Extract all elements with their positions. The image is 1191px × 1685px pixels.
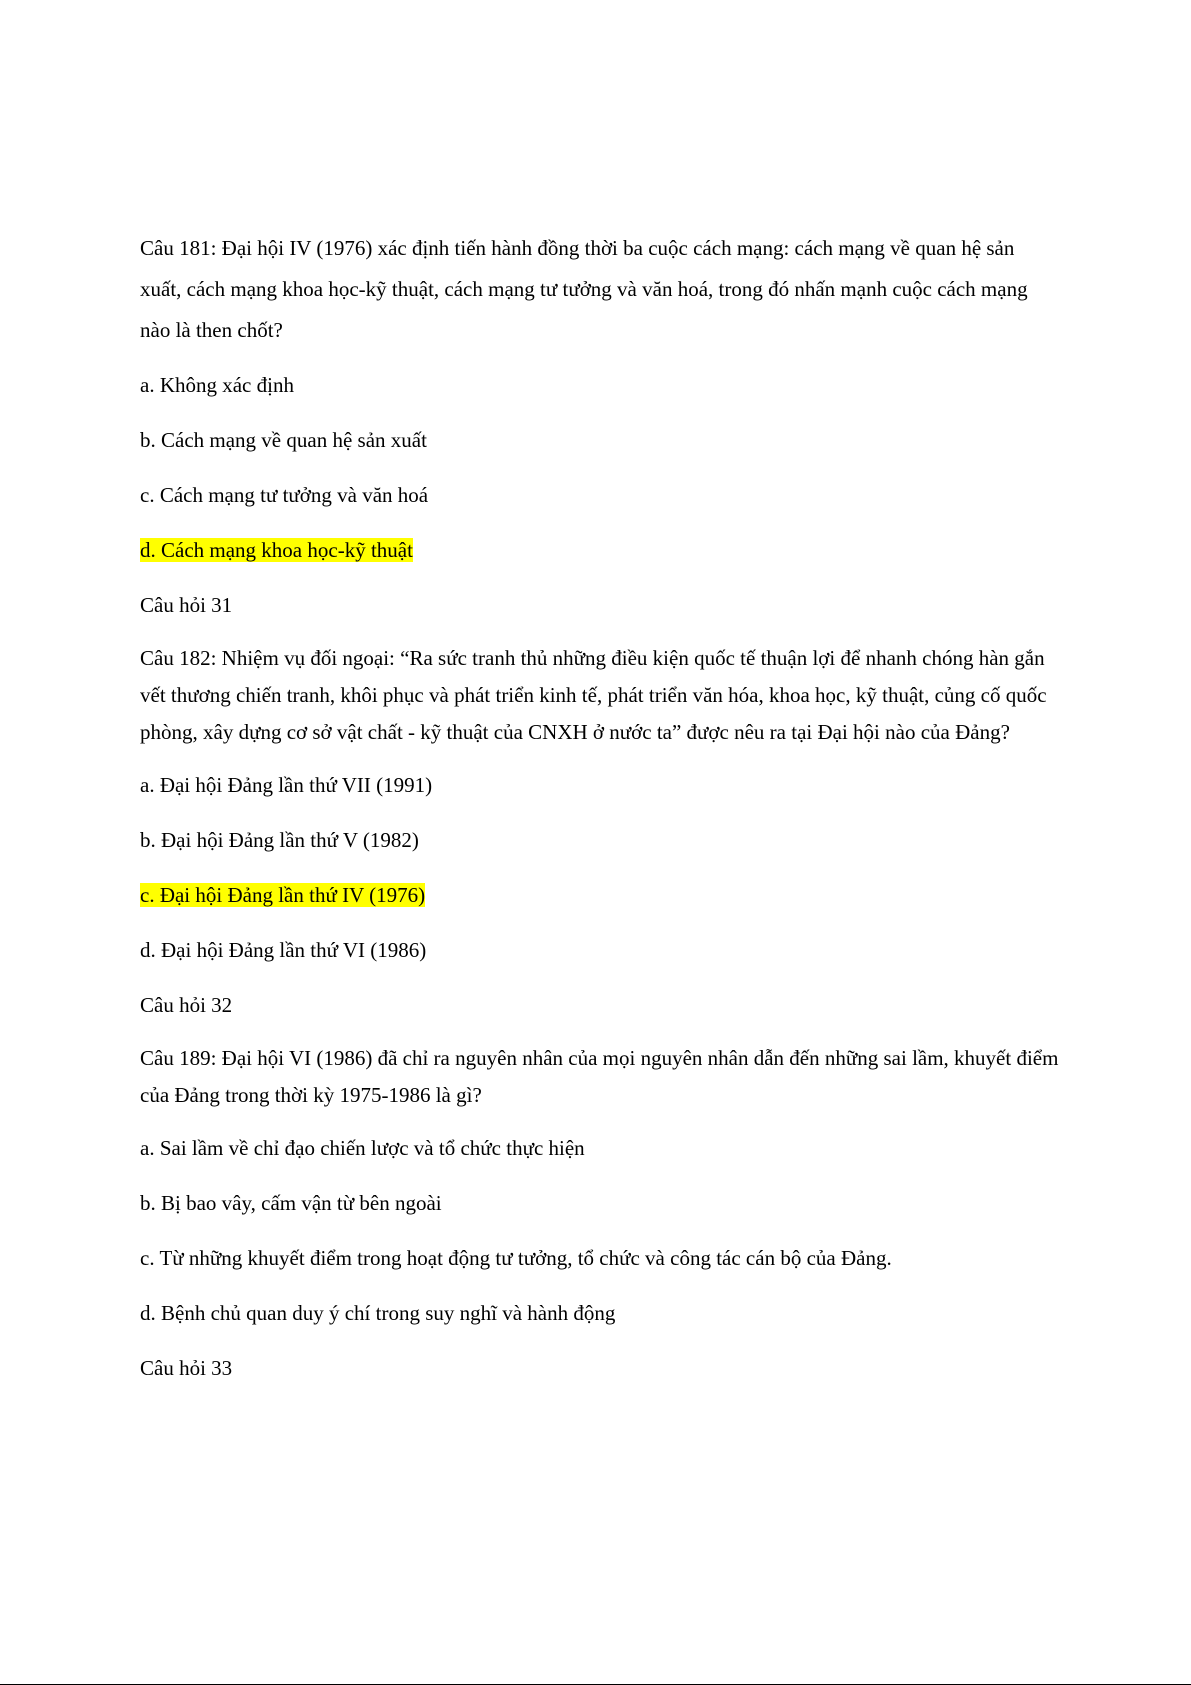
question-counter: Câu hỏi 33 [140, 1356, 233, 1380]
answer-option: b. Cách mạng về quan hệ sản xuất [140, 428, 427, 452]
answer-option: b. Bị bao vây, cấm vận từ bên ngoài [140, 1191, 442, 1215]
answer-option: d. Bệnh chủ quan duy ý chí trong suy nghĩ và hành động [140, 1301, 616, 1325]
question-189: Câu 189: Đại hội VI (1986) đã chỉ ra nguyên nhân của mọi nguyên nhân dẫn đến những sai lầm, khuyết điểm của Đảng trong thời kỳ 1975-1986 là gì? [140, 1046, 1059, 1107]
document-page [140, 228, 1060, 1389]
answer-option: d. Đại hội Đảng lần thứ VI (1986) [140, 938, 427, 962]
answer-option: c. Cách mạng tư tưởng và văn hoá [140, 483, 429, 507]
question-counter: Câu hỏi 31 [140, 593, 233, 617]
answer-option: a. Sai lầm về chỉ đạo chiến lược và tổ chức thực hiện [140, 1136, 585, 1160]
answer-option-correct [140, 530, 1060, 571]
answer-option: b. Đại hội Đảng lần thứ V (1982) [140, 828, 419, 852]
question-181: Câu 181: Đại hội IV (1976) xác định tiến hành đồng thời ba cuộc cách mạng: cách mạng về quan hệ sản xuất, cách mạng khoa học-kỹ thuật, cách mạng tư tưởng và văn hoá, trong đó nhấn mạnh cuộc cách mạng nào là then chốt? [140, 236, 1028, 342]
answer-option: c. Từ những khuyết điểm trong hoạt động tư tưởng, tổ chức và công tác cán bộ của Đảng. [140, 1246, 892, 1270]
highlighted-answer: d. Cách mạng khoa học-kỹ thuật [140, 538, 413, 562]
highlighted-answer: c. Đại hội Đảng lần thứ IV (1976) [140, 883, 426, 907]
question-182: Câu 182: Nhiệm vụ đối ngoại: “Ra sức tranh thủ những điều kiện quốc tế thuận lợi để nhanh chóng hàn gắn vết thương chiến tranh, khôi phục và phát triển kinh tế, phát triển văn hóa, khoa học, kỹ thuật, củng cố quốc phòng, xây dựng cơ sở vật chất - kỹ thuật của CNXH ở nước ta” được nêu ra tại Đại hội nào của Đảng? [140, 646, 1047, 744]
answer-option: a. Không xác định [140, 373, 294, 397]
answer-option: a. Đại hội Đảng lần thứ VII (1991) [140, 773, 433, 797]
question-counter: Câu hỏi 32 [140, 993, 233, 1017]
answer-option-correct [140, 875, 1060, 916]
